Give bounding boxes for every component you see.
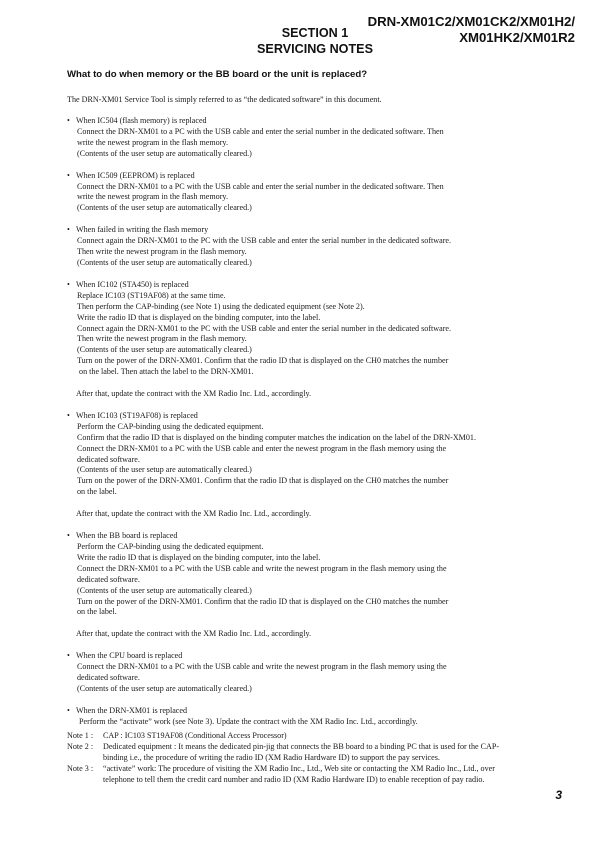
procedure-step-line: Connect the DRN-XM01 to a PC with the USB cable and enter the serial number in the dedicated software. Then (77, 126, 444, 136)
procedure-item (67, 280, 515, 400)
procedure-step-line: write the newest program in the flash memory. (77, 137, 228, 147)
section-title (240, 25, 390, 57)
procedure-title: When IC504 (flash memory) is replaced (76, 116, 207, 125)
procedure-step-line: Then perform the CAP-binding (see Note 1) using the dedicated equipment (see Note 2). (77, 301, 365, 311)
procedure-step-line: write the newest program in the flash memory. (77, 192, 228, 202)
procedure-item (67, 171, 515, 215)
procedure-item (67, 116, 515, 160)
footnote-text: “activate” work: The procedure of visiting the XM Radio Inc., Ltd., Web site or contacting the XM Radio Inc., Ltd., over telephone to tell them the credit card number and radio ID (XM Radio Hardware ID) to enable reception of pay radio. (103, 763, 495, 784)
procedure-title: When IC509 (EEPROM) is replaced (76, 170, 195, 180)
procedure-item (67, 531, 515, 640)
procedure-step-line: dedicated software. (77, 673, 140, 683)
procedure-step-line: Connect again the DRN-XM01 to the PC with the USB cable and enter the serial number in the dedicated software. (77, 323, 452, 333)
procedure-step-line: (Contents of the user setup are automatically cleared.) (77, 345, 252, 355)
section-number: SECTION 1 (281, 26, 349, 40)
procedure-step-line: (Contents of the user setup are automatically cleared.) (77, 683, 252, 693)
procedure-step-line: dedicated software. (77, 454, 140, 464)
procedure-steps (76, 236, 515, 269)
procedure-steps (76, 291, 515, 378)
procedure-step-line: (Contents of the user setup are automatically cleared.) (77, 257, 252, 267)
procedure-steps (76, 182, 515, 215)
procedure-steps (76, 422, 515, 498)
procedure-step-line: Turn on the power of the DRN-XM01. Confirm that the radio ID that is displayed on the CH0 matches the number (77, 476, 449, 486)
intro-paragraph: The DRN-XM01 Service Tool is simply referred to as “the dedicated software” in this document. (67, 95, 382, 104)
procedure-list (67, 116, 515, 739)
procedure-step-line: Write the radio ID that is displayed on the binding computer, into the label. (77, 552, 321, 562)
bullet-marker: • (67, 705, 70, 715)
notes-section (67, 731, 515, 786)
procedure-step-line: Perform the CAP-binding using the dedicated equipment. (77, 421, 264, 431)
procedure-step-line: Turn on the power of the DRN-XM01. Confirm that the radio ID that is displayed on the CH0 matches the number (77, 596, 449, 606)
procedure-item (67, 651, 515, 695)
procedure-step-line: Connect the DRN-XM01 to a PC with the USB cable and enter the serial number in the dedicated software. Then (77, 181, 444, 191)
procedure-step-line: Connect the DRN-XM01 to a PC with the USB cable and enter the newest program in the flash memory using the (77, 443, 447, 453)
bullet-marker: • (67, 531, 70, 541)
procedure-item (67, 411, 515, 520)
procedure-step-line: Connect again the DRN-XM01 to the PC with the USB cable and enter the serial number in the dedicated software. (77, 236, 452, 246)
bullet-marker: • (67, 410, 70, 420)
procedure-step-line: (Contents of the user setup are automatically cleared.) (77, 148, 252, 158)
procedure-title: When the DRN-XM01 is replaced (76, 705, 188, 715)
procedure-step-line: Then write the newest program in the flash memory. (77, 334, 247, 344)
procedure-step-line: (Contents of the user setup are automatically cleared.) (77, 465, 252, 475)
footnote (67, 764, 515, 786)
bullet-marker: • (67, 225, 70, 235)
procedure-followup: After that, update the contract with the XM Radio Inc. Ltd., accordingly. (76, 509, 312, 519)
procedure-step-line: on the label. (77, 487, 117, 497)
procedure-item (67, 706, 515, 728)
procedure-step-line: Connect the DRN-XM01 to a PC with the USB cable and write the newest program in the flash memory using the (77, 563, 447, 573)
procedure-followup: After that, update the contract with the XM Radio Inc. Ltd., accordingly. (76, 629, 312, 639)
model-number-line-1: DRN-XM01C2/XM01CK2/XM01H2/ (367, 14, 575, 29)
footnote (67, 742, 515, 764)
procedure-step-line: Connect the DRN-XM01 to a PC with the USB cable and write the newest program in the flash memory using the (77, 662, 447, 672)
page-heading: What to do when memory or the BB board or the unit is replaced? (67, 69, 368, 80)
model-number-line-2: XM01HK2/XM01R2 (459, 30, 575, 45)
procedure-step-line: on the label. Then attach the label to the DRN-XM01. (77, 367, 254, 377)
procedure-step-line: Confirm that the radio ID that is displayed on the binding computer matches the indication on the label of the DRN-XM01. (77, 432, 476, 442)
bullet-marker: • (67, 279, 70, 289)
procedure-title: When IC102 (STA450) is replaced (76, 279, 189, 289)
procedure-step-line: (Contents of the user setup are automatically cleared.) (77, 203, 252, 213)
footnote-label: Note 1 : (67, 731, 94, 740)
procedure-step-line: dedicated software. (77, 574, 140, 584)
procedure-step-line: Replace IC103 (ST19AF08) at the same time. (77, 290, 226, 300)
procedure-steps (76, 127, 515, 160)
procedure-title: When the BB board is replaced (76, 531, 178, 541)
footnote-text: CAP : IC103 ST19AF08 (Conditional Access Processor) (103, 731, 287, 740)
procedure-steps (76, 542, 515, 618)
procedure-steps (76, 662, 515, 695)
bullet-marker: • (67, 116, 70, 125)
footnote-text: Dedicated equipment : It means the dedicated pin-jig that connects the BB board to a binding PC that is used for the CAP-binding i.e., the procedure of writing the radio ID (XM Radio Hardware ID) to support the pay services. (103, 741, 500, 762)
bullet-marker: • (67, 651, 70, 661)
procedure-step-line: on the label. (77, 607, 117, 617)
procedure-step-line: Turn on the power of the DRN-XM01. Confirm that the radio ID that is displayed on the CH0 matches the number (77, 356, 449, 366)
section-name: SERVICING NOTES (257, 42, 373, 56)
procedure-step-line: Perform the CAP-binding using the dedicated equipment. (77, 542, 264, 551)
page-number: 3 (555, 788, 562, 802)
procedure-followup: After that, update the contract with the XM Radio Inc. Ltd., accordingly. (76, 389, 312, 399)
procedure-steps (76, 717, 515, 728)
footnote-label: Note 3 : (67, 763, 94, 773)
procedure-step-line: (Contents of the user setup are automatically cleared.) (77, 585, 252, 595)
bullet-marker: • (67, 170, 70, 180)
footnote (67, 731, 515, 742)
procedure-item (67, 225, 515, 269)
procedure-step-line: Perform the “activate” work (see Note 3). Update the contract with the XM Radio Inc. Ltd., accordingly. (77, 716, 418, 726)
procedure-title: When failed in writing the flash memory (76, 225, 209, 235)
procedure-step-line: Write the radio ID that is displayed on the binding computer, into the label. (77, 312, 321, 322)
footnote-label: Note 2 : (67, 741, 94, 751)
procedure-step-line: Then write the newest program in the flash memory. (77, 247, 247, 257)
procedure-title: When the CPU board is replaced (76, 651, 183, 661)
procedure-title: When IC103 (ST19AF08) is replaced (76, 410, 198, 420)
